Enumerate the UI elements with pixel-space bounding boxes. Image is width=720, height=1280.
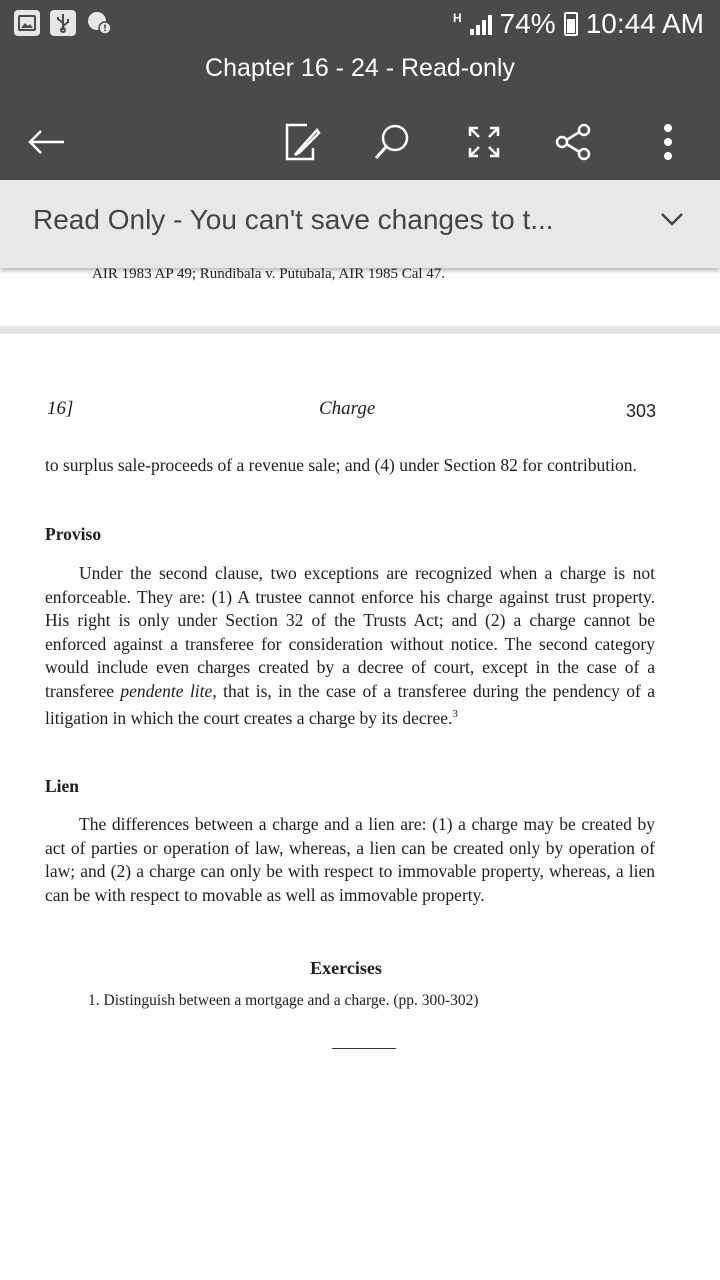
- exercise-item: 1. Distinguish between a mortgage and a charge. (pp. 300-302): [88, 992, 479, 1009]
- battery-charging-icon: [564, 12, 578, 36]
- network-type: H: [452, 11, 462, 25]
- footnote-marker: 3: [452, 708, 458, 720]
- section-heading-proviso: Proviso: [45, 524, 102, 544]
- edit-icon[interactable]: [278, 118, 326, 166]
- proviso-paragraph: [45, 562, 655, 730]
- status-bar: [0, 0, 720, 48]
- usb-icon: [50, 10, 76, 36]
- document-title: Chapter 16 - 24 - Read-only: [205, 54, 515, 82]
- clock: 10:44 AM: [585, 8, 704, 39]
- banner-text: Read Only - You can't save changes to t...: [33, 204, 554, 235]
- latin-term: pendente lite: [120, 680, 213, 701]
- battery-percent: 74%: [499, 8, 556, 39]
- chevron-down-icon[interactable]: [660, 212, 684, 231]
- search-icon[interactable]: [368, 118, 416, 166]
- section-heading-lien: Lien: [45, 776, 80, 796]
- signal-icon: [470, 13, 492, 35]
- previous-page-citation: AIR 1983 AP 49; Rundibala v. Putubala, AIR 1985 Cal 47.: [92, 268, 446, 282]
- back-arrow-icon[interactable]: [22, 118, 70, 166]
- toolbar: [0, 110, 720, 170]
- app-bar: [0, 48, 720, 180]
- chapter-number: 16]: [47, 398, 74, 419]
- running-title: Charge: [319, 398, 376, 419]
- wifi-alert-icon: [86, 10, 112, 36]
- share-icon[interactable]: [550, 118, 598, 166]
- exercises-heading: Exercises: [310, 958, 382, 978]
- proviso-text-tail: , that is, in the case of a transferee during the pendency of a litigation in which the court creates a charge by its decree.: [45, 680, 655, 728]
- more-icon[interactable]: [644, 118, 692, 166]
- gallery-icon: [14, 10, 40, 36]
- document-page[interactable]: [0, 334, 720, 1280]
- proviso-text: Under the second clause, two exceptions are recognized when a charge is not enforceable. They are: (1) A trustee cannot enforce his charge against trust property. His right is only under Section 32 of the Trusts Act; and (2) a charge cannot be enforced against a transferee for consideration without notice. The second category would include even charges created by a decree of court, except in the case of a transferee: [45, 563, 655, 701]
- end-rule: [332, 1048, 396, 1049]
- fullscreen-icon[interactable]: [460, 118, 508, 166]
- previous-page: [0, 268, 720, 326]
- page-number: 303: [625, 401, 656, 421]
- page-divider: [0, 326, 720, 334]
- lien-paragraph: The differences between a charge and a lien are: (1) a charge may be created by act of parties or operation of law, whereas, a lien can be created only by operation of law; and (2) a charge can only be with respect to immovable property, whereas, a lien can be with respect to movable as well as immovable property.: [45, 814, 655, 905]
- intro-paragraph: to surplus sale-proceeds of a revenue sale; and (4) under Section 82 for contribution.: [45, 455, 637, 475]
- read-only-banner[interactable]: [0, 180, 720, 268]
